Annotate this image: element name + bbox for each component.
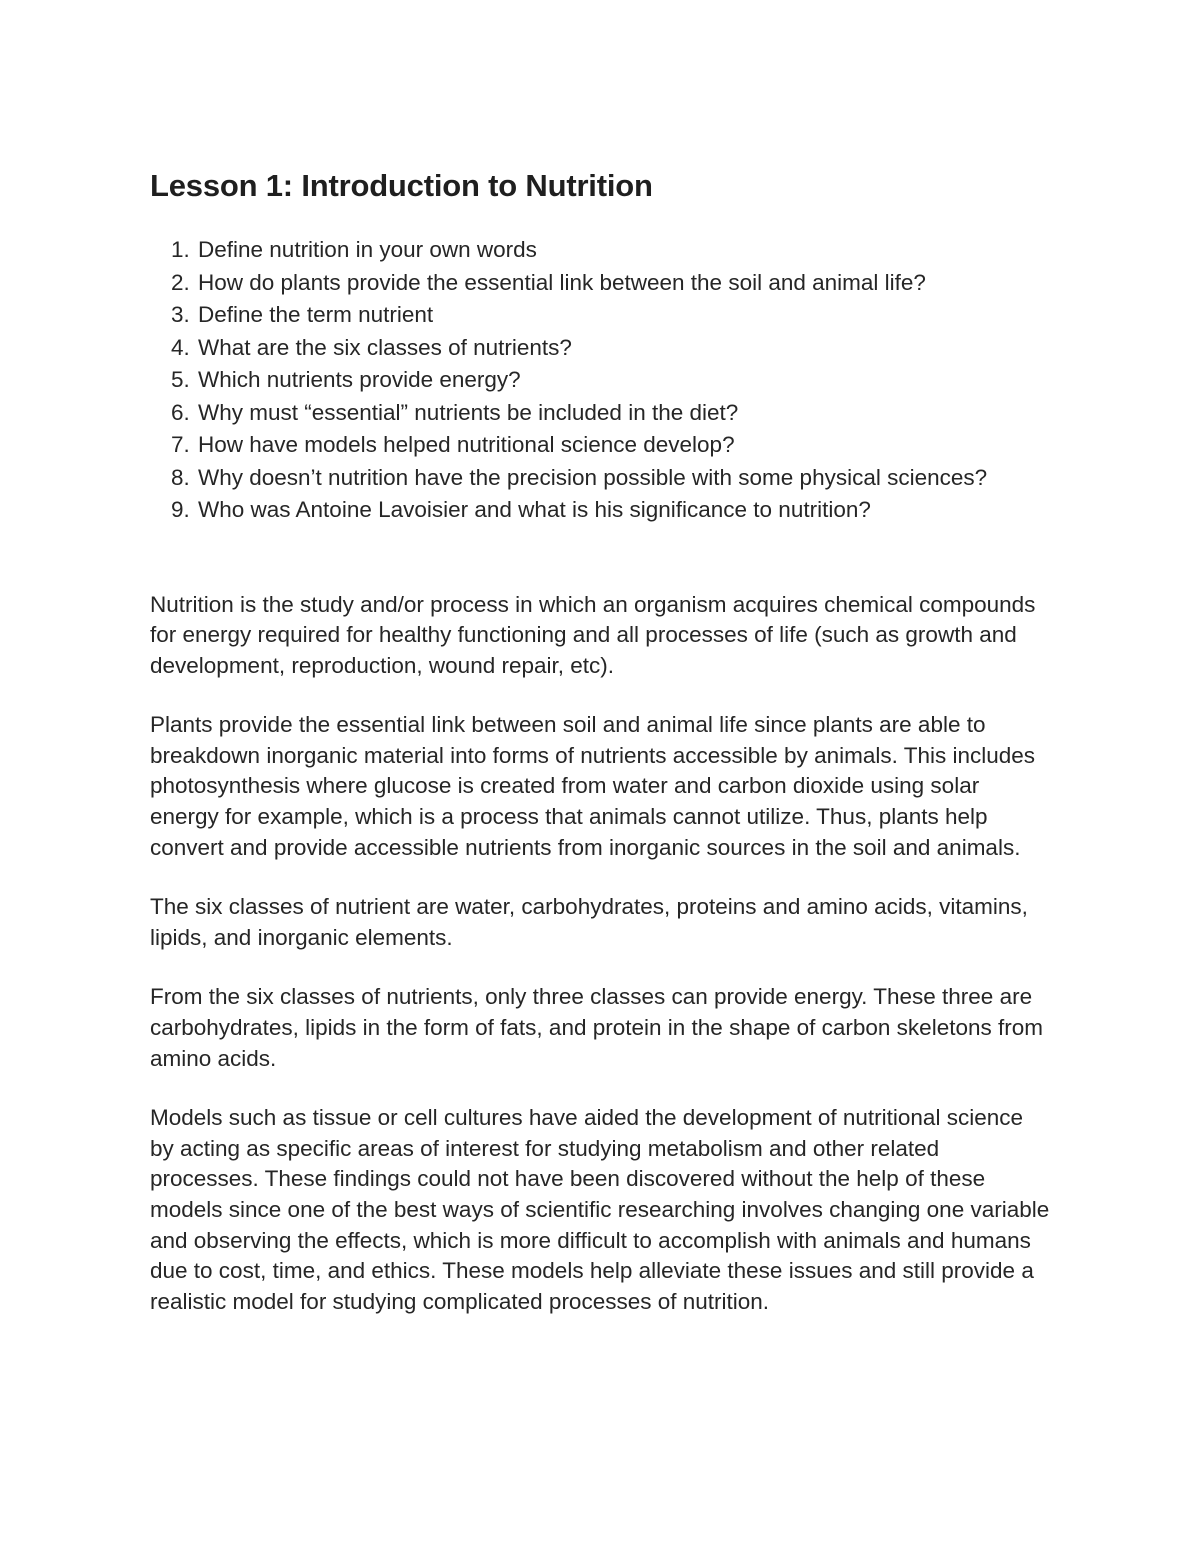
answer-paragraph: Plants provide the essential link between soil and animal life since plants are able to breakdown inorganic material into forms of nutrients accessible by animals. This includes photosynthesis where glucose is created from water and carbon dioxide using solar energy for example, which is a process that animals cannot utilize. Thus, plants help convert and provide accessible nutrients from inorganic sources in the soil and animals. xyxy=(150,712,1036,860)
question-item: 6. Why must “essential” nutrients be included in the diet? xyxy=(196,397,1060,430)
answer-section xyxy=(150,590,1060,1318)
question-list xyxy=(150,234,1060,527)
question-item: 1. Define nutrition in your own words xyxy=(196,234,1060,267)
question-item: 7. How have models helped nutritional science develop? xyxy=(196,429,1060,462)
answer-paragraph: Models such as tissue or cell cultures have aided the development of nutritional science by acting as specific areas of interest for studying metabolism and other related processes. These findings could not have been discovered without the help of these models since one of the best ways of scientific researching involves changing one variable and observing the effects, which is more difficult to accomplish with animals and humans due to cost, time, and ethics. These models help alleviate these issues and still provide a realistic model for studying complicated processes of nutrition. xyxy=(150,1105,1050,1314)
question-item: 8. Why doesn’t nutrition have the precision possible with some physical sciences? xyxy=(196,462,1060,495)
document-content xyxy=(150,166,1060,1346)
question-item: 3. Define the term nutrient xyxy=(196,299,1060,332)
question-item: 9. Who was Antoine Lavoisier and what is his significance to nutrition? xyxy=(196,494,1060,527)
question-item: 4. What are the six classes of nutrients? xyxy=(196,332,1060,365)
question-item: 2. How do plants provide the essential link between the soil and animal life? xyxy=(196,267,1060,300)
lesson-title: Lesson 1: Introduction to Nutrition xyxy=(150,168,653,203)
answer-paragraph: Nutrition is the study and/or process in which an organism acquires chemical compounds for energy required for healthy functioning and all processes of life (such as growth and development, reproduction, wound repair, etc). xyxy=(150,591,1036,678)
answer-paragraph: From the six classes of nutrients, only three classes can provide energy. These three are carbohydrates, lipids in the form of fats, and protein in the shape of carbon skeletons from amino acids. xyxy=(150,984,1043,1071)
answer-paragraph: The six classes of nutrient are water, carbohydrates, proteins and amino acids, vitamins, lipids, and inorganic elements. xyxy=(150,894,1028,950)
question-item: 5. Which nutrients provide energy? xyxy=(196,364,1060,397)
